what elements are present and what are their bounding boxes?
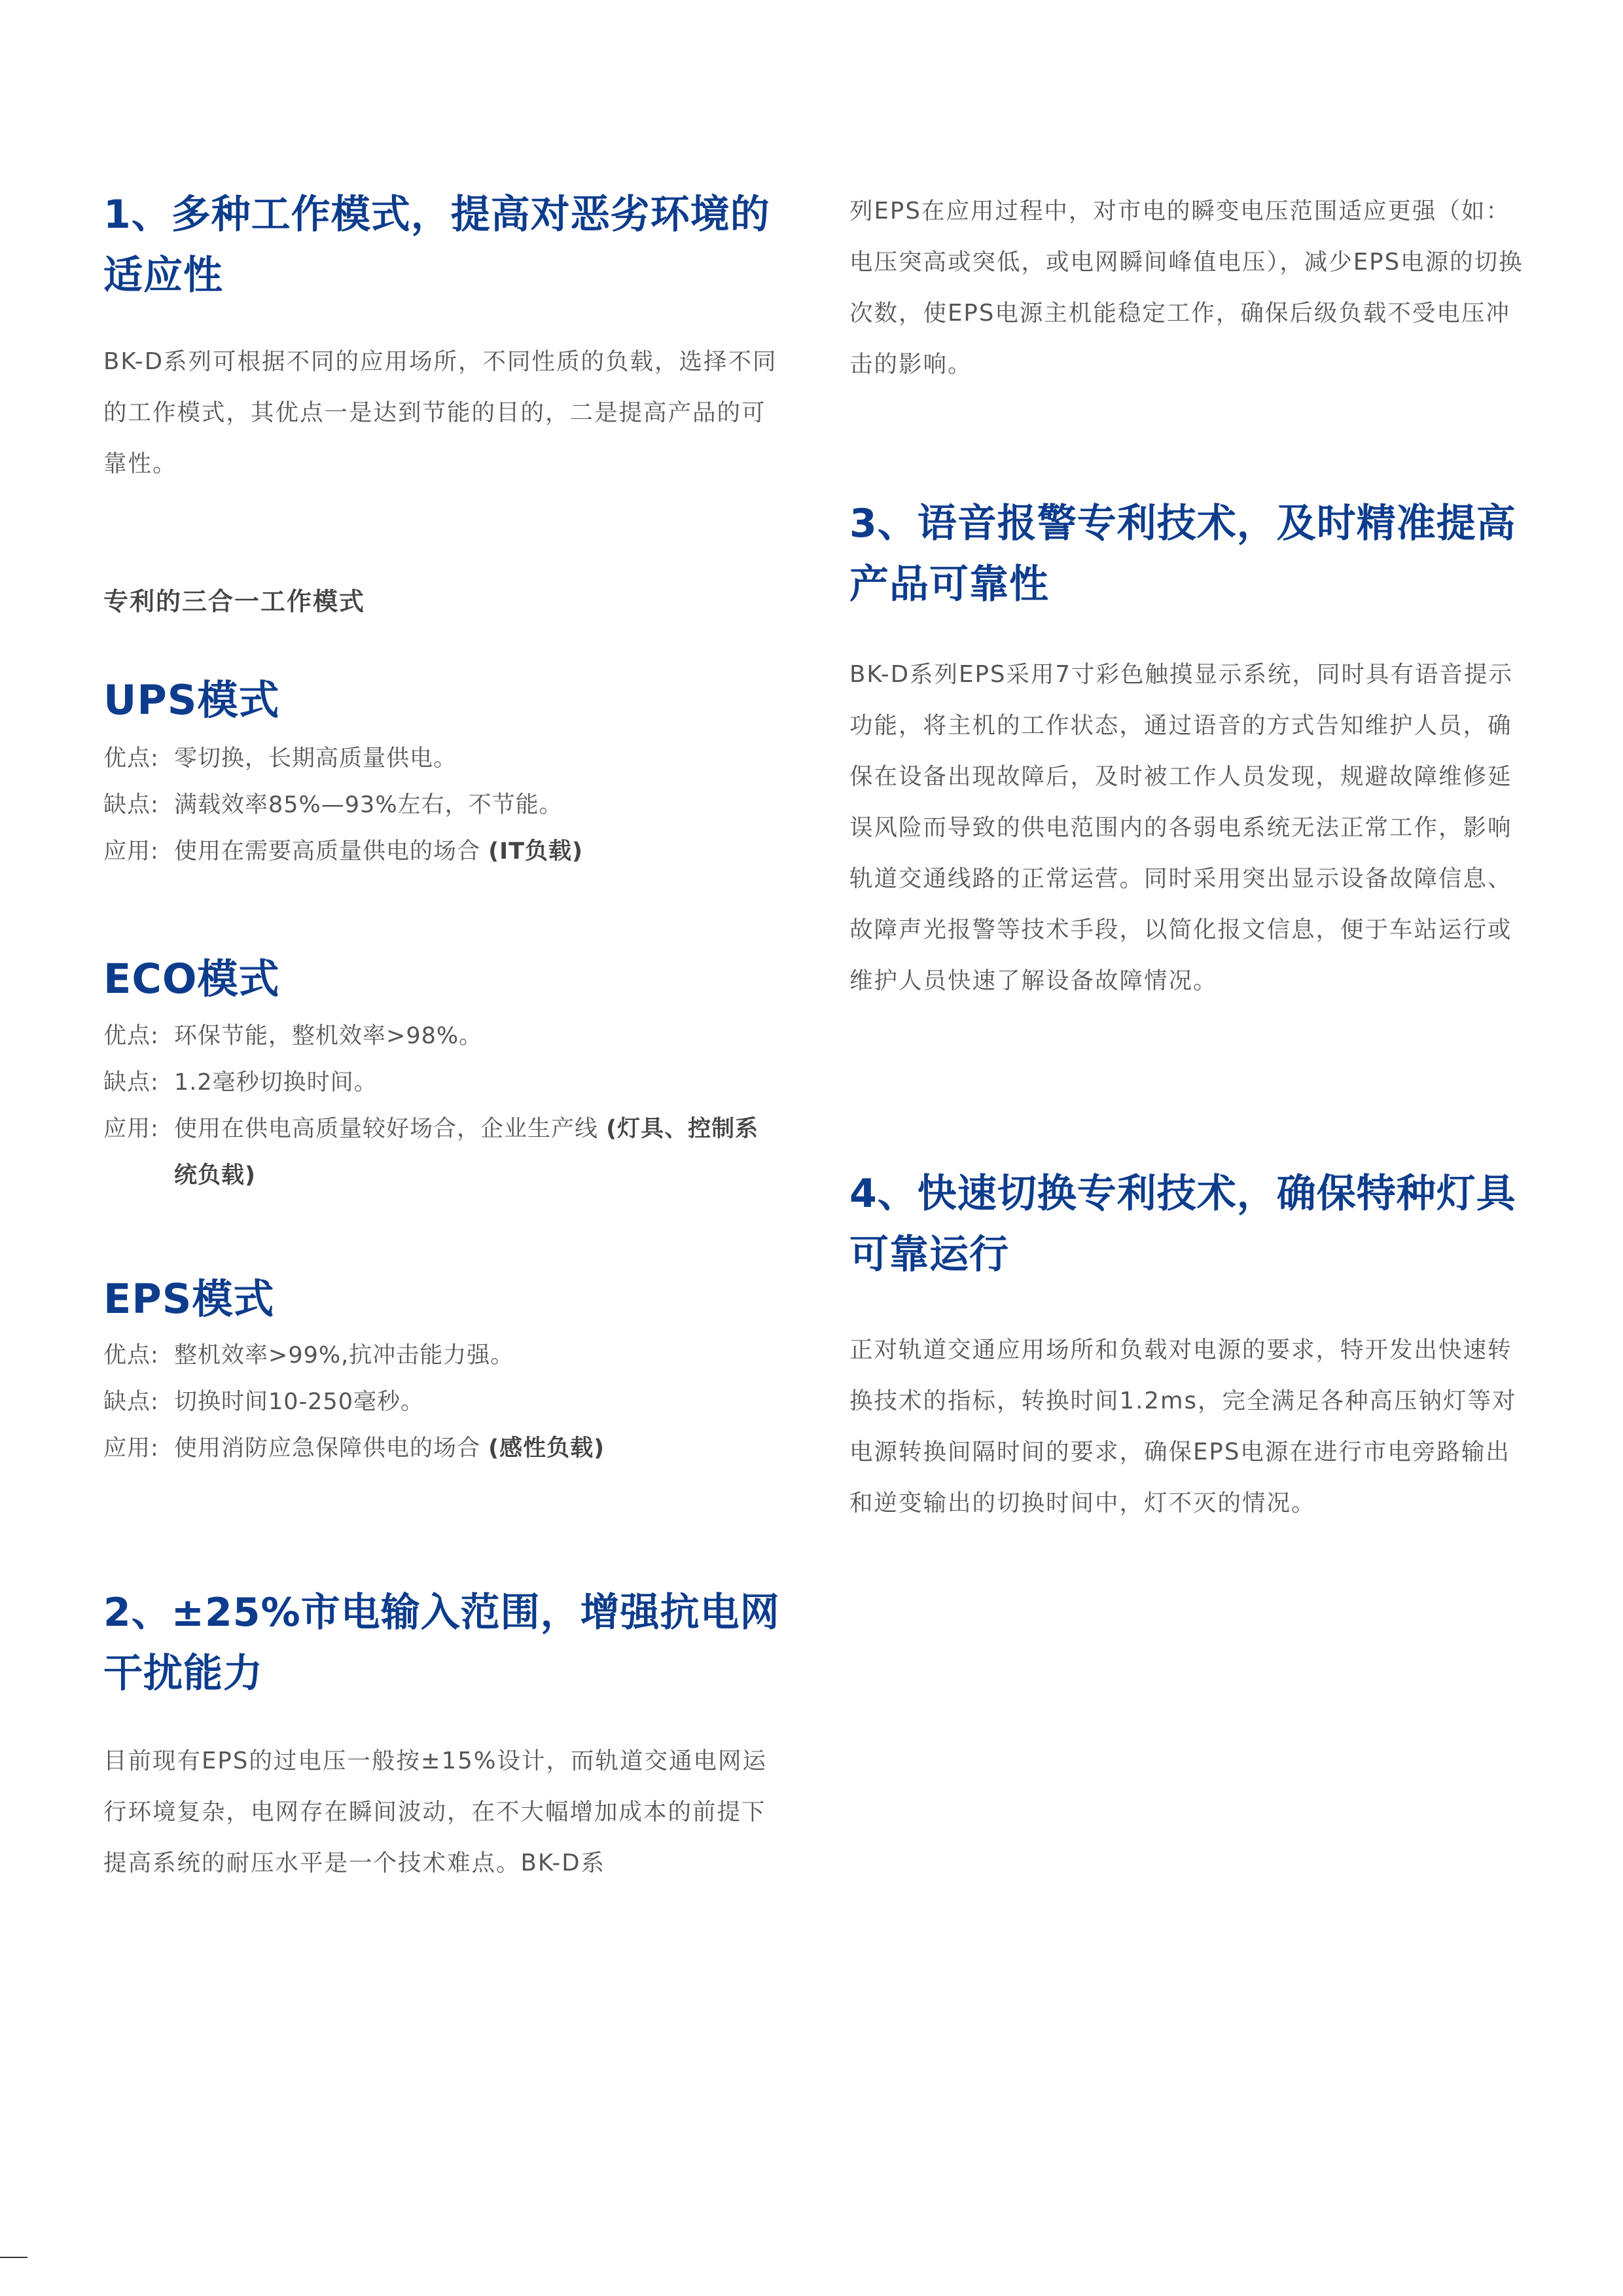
- ups-mode-title: UPS模式: [103, 676, 280, 724]
- eco-pros: 优点: 环保节能，整机效率>98%。: [103, 1023, 483, 1049]
- eps-mode-details: [103, 1333, 784, 1472]
- eps-application: 应用: 使用消防应急保障供电的场合 (感性负载): [103, 1435, 605, 1462]
- section-3-body: BK-D系列EPS采用7寸彩色触摸显示系统，同时具有语音提示功能，将主机的工作状态，通过语音的方式告知维护人员，确保在设备出现故障后，及时被工作人员发现，规避故障维修延误风险而导致的供电范围内的各弱电系统无法正常工作，影响轨道交通线路的正常运营。同时采用突出显示设备故障信息、故障声光报警等技术手段，以简化报文信息，便于车站运行或维护人员快速了解设备故障情况。: [849, 661, 1514, 994]
- ups-pros: 优点: 零切换，长期高质量供电。: [103, 745, 457, 772]
- eps-cons: 缺点: 切换时间10-250毫秒。: [103, 1389, 424, 1415]
- eco-mode-title: ECO模式: [103, 955, 280, 1003]
- ups-cons: 缺点: 满载效率85%—93%左右，不节能。: [103, 792, 563, 818]
- ups-application: 应用: 使用在需要高质量供电的场合 (IT负载): [103, 838, 584, 865]
- eco-application: 应用: 使用在供电高质量较好场合，企业生产线 (灯具、控制系统负载): [103, 1116, 759, 1189]
- eps-pros: 优点: 整机效率>99%,抗冲击能力强。: [103, 1342, 514, 1369]
- eco-cons: 缺点: 1.2毫秒切换时间。: [103, 1069, 378, 1096]
- eps-mode-title: EPS模式: [103, 1275, 275, 1323]
- section-3-heading: 3、语音报警专利技术，及时精准提高 产品可靠性: [849, 501, 1516, 607]
- eco-mode-details: [103, 1013, 784, 1199]
- section-4-body: 正对轨道交通应用场所和负载对电源的要求，特开发出快速转换技术的指标，转换时间1.2ms，完全满足各种高压钠灯等对电源转换间隔时间的要求，确保EPS电源在进行市电旁路输出和逆变输出的切换时间中，灯不灭的情况。: [849, 1336, 1517, 1516]
- ups-mode-details: [103, 736, 784, 875]
- section-4-heading: 4、快速切换专利技术，确保特种灯具 可靠运行: [849, 1171, 1516, 1278]
- page-margin-mark: [0, 2257, 27, 2258]
- section-2-body-continued: 列EPS在应用过程中，对市电的瞬变电压范围适应更强（如：电压突高或突低，或电网瞬间峰值电压），减少EPS电源的切换次数，使EPS电源主机能稳定工作，确保后级负载不受电压冲击的影响。: [849, 198, 1524, 378]
- section-2-body: 目前现有EPS的过电压一般按±15%设计，而轨道交通电网运行环境复杂，电网存在瞬间波动，在不大幅增加成本的前提下提高系统的耐压水平是一个技术难点。BK-D系: [103, 1748, 768, 1876]
- modes-subheading: 专利的三合一工作模式: [103, 587, 366, 616]
- section-1-body: BK-D系列可根据不同的应用场所，不同性质的负载，选择不同的工作模式，其优点一是达到节能的目的，二是提高产品的可靠性。: [103, 348, 777, 477]
- section-1-heading: 1、多种工作模式，提高对恶劣环境的 适应性: [103, 192, 770, 298]
- section-2-heading: 2、±25%市电输入范围，增强抗电网 干扰能力: [103, 1590, 780, 1696]
